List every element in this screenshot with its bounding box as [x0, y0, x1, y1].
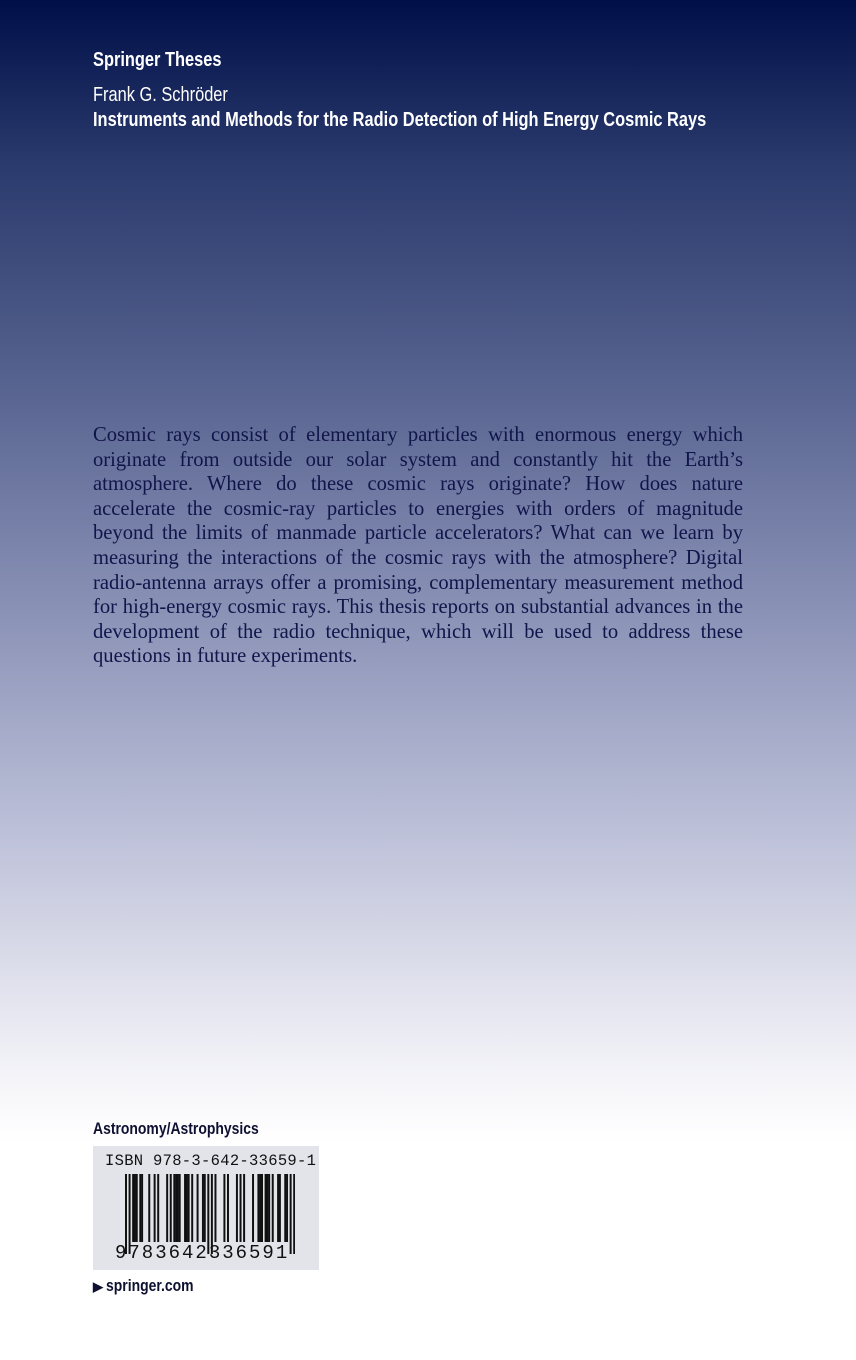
- barcode-bar: [204, 1174, 206, 1242]
- arrow-right-icon: ▶: [93, 1279, 103, 1294]
- barcode-bar: [290, 1174, 292, 1254]
- barcode-bar: [279, 1174, 281, 1242]
- barcode-bar: [166, 1174, 168, 1242]
- barcode-bar: [240, 1174, 242, 1242]
- barcode-bar: [170, 1174, 172, 1242]
- barcode-bar: [214, 1174, 216, 1242]
- barcode-bar: [179, 1174, 181, 1242]
- barcode-bar: [261, 1174, 263, 1242]
- series-name: Springer Theses: [93, 49, 222, 71]
- isbn-label: ISBN 978-3-642-33659-1: [105, 1152, 317, 1170]
- blurb-text: Cosmic rays consist of elementary particles with enormous energy which originate from outside our solar system and constantly hit the Earth’s atmosphere. Where do these cosmic rays originate? How does nature accelerate the cosmic-ray particles to energies with orders of magnitude beyond the limits of manmade particle accelerators? What can we learn by measuring the interactions of the cosmic rays with the atmosphere? Digital radio-antenna arrays offer a promising, complementary measurement method for high-energy cosmic rays. This thesis reports on substantial advances in the development of the radio technique, which will be used to address these questions in future experiments.: [93, 424, 743, 668]
- barcode-bar: [243, 1174, 245, 1242]
- barcode-bar: [175, 1174, 177, 1242]
- barcode-bar: [272, 1174, 274, 1242]
- barcode-bar: [136, 1174, 138, 1242]
- barcode-bar: [184, 1174, 186, 1242]
- barcode-bar: [265, 1174, 267, 1242]
- website-link[interactable]: ▶ springer.com: [93, 1276, 194, 1295]
- barcode-bar: [188, 1174, 190, 1242]
- barcode-bar: [202, 1174, 204, 1242]
- subject-category: Astronomy/Astrophysics: [93, 1119, 259, 1138]
- barcode-bar: [132, 1174, 134, 1242]
- barcode-bar: [293, 1174, 295, 1254]
- barcode-bar: [236, 1174, 238, 1242]
- barcode-bar: [173, 1174, 175, 1242]
- barcode-bar: [157, 1174, 159, 1242]
- barcode-bar: [257, 1174, 259, 1242]
- author-name: Frank G. Schröder: [93, 84, 228, 106]
- barcode-bar: [223, 1174, 225, 1242]
- barcode-bar: [286, 1174, 288, 1242]
- barcode-bar: [197, 1174, 199, 1242]
- barcode-bar: [177, 1174, 179, 1242]
- barcode-bar: [148, 1174, 150, 1242]
- barcode-bar: [191, 1174, 193, 1242]
- barcode-bar: [139, 1174, 141, 1242]
- barcode-bar: [134, 1174, 136, 1242]
- barcode: [93, 1146, 319, 1270]
- barcode-bar: [154, 1174, 156, 1242]
- barcode-bar: [268, 1174, 270, 1242]
- barcode-bar: [259, 1174, 261, 1242]
- barcode-bar: [252, 1174, 254, 1242]
- barcode-bar: [266, 1174, 268, 1242]
- barcode-bar: [141, 1174, 143, 1242]
- barcode-bar: [186, 1174, 188, 1242]
- barcode-bar: [277, 1174, 279, 1242]
- barcode-bar: [284, 1174, 286, 1242]
- book-title: Instruments and Methods for the Radio Detection of High Energy Cosmic Rays: [93, 109, 707, 131]
- barcode-digits: 9783642336591: [115, 1242, 290, 1264]
- barcode-bar: [227, 1174, 229, 1242]
